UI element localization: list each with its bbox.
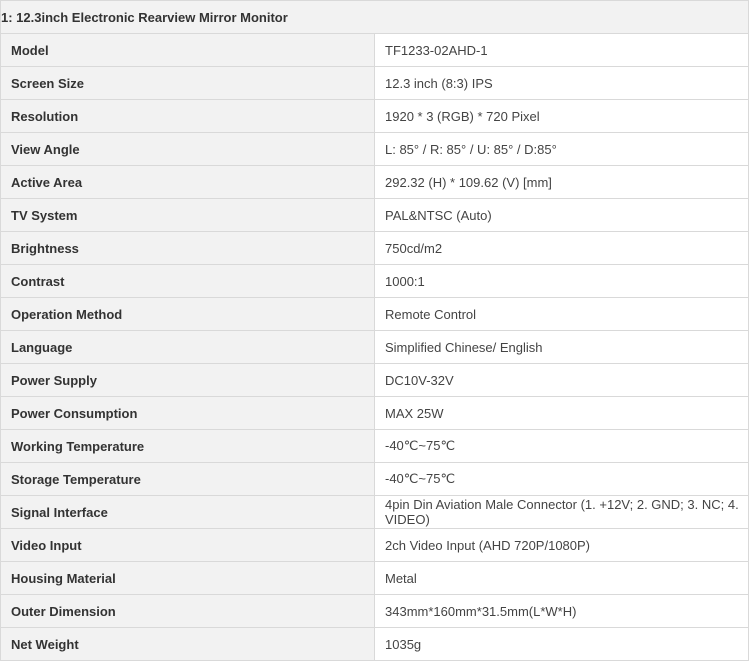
- spec-value: 343mm*160mm*31.5mm(L*W*H): [375, 595, 749, 628]
- spec-label: Operation Method: [1, 298, 375, 331]
- table-row: [1, 166, 749, 199]
- table-row: [1, 67, 749, 100]
- spec-value: 2ch Video Input (AHD 720P/1080P): [375, 529, 749, 562]
- table-title: 1: 12.3inch Electronic Rearview Mirror Monitor: [1, 1, 749, 34]
- spec-value: 750cd/m2: [375, 232, 749, 265]
- table-row: [1, 298, 749, 331]
- spec-label: Working Temperature: [1, 430, 375, 463]
- spec-label: View Angle: [1, 133, 375, 166]
- spec-value: DC10V-32V: [375, 364, 749, 397]
- spec-value: Remote Control: [375, 298, 749, 331]
- table-row: [1, 331, 749, 364]
- spec-value: -40℃~75℃: [375, 430, 749, 463]
- table-row: [1, 562, 749, 595]
- table-row: [1, 397, 749, 430]
- table-row: [1, 364, 749, 397]
- spec-label: Net Weight: [1, 628, 375, 661]
- table-row: [1, 430, 749, 463]
- spec-value: 1000:1: [375, 265, 749, 298]
- spec-value: 1035g: [375, 628, 749, 661]
- spec-table-body: [1, 1, 749, 661]
- spec-label: Model: [1, 34, 375, 67]
- spec-value: MAX 25W: [375, 397, 749, 430]
- spec-label: Housing Material: [1, 562, 375, 595]
- spec-label: Screen Size: [1, 67, 375, 100]
- spec-label: Outer Dimension: [1, 595, 375, 628]
- spec-label: Power Consumption: [1, 397, 375, 430]
- spec-value: 12.3 inch (8:3) IPS: [375, 67, 749, 100]
- spec-value: PAL&NTSC (Auto): [375, 199, 749, 232]
- spec-value: 1920 * 3 (RGB) * 720 Pixel: [375, 100, 749, 133]
- spec-label: Power Supply: [1, 364, 375, 397]
- spec-value: Simplified Chinese/ English: [375, 331, 749, 364]
- table-row: [1, 529, 749, 562]
- spec-label: Storage Temperature: [1, 463, 375, 496]
- table-row: [1, 34, 749, 67]
- spec-value: L: 85° / R: 85° / U: 85° / D:85°: [375, 133, 749, 166]
- table-row: [1, 595, 749, 628]
- spec-value: -40℃~75℃: [375, 463, 749, 496]
- table-row: [1, 199, 749, 232]
- table-row: [1, 232, 749, 265]
- spec-label: Signal Interface: [1, 496, 375, 529]
- spec-label: Contrast: [1, 265, 375, 298]
- table-row: [1, 265, 749, 298]
- spec-label: Language: [1, 331, 375, 364]
- table-row: [1, 133, 749, 166]
- spec-label: TV System: [1, 199, 375, 232]
- table-title-row: [1, 1, 749, 34]
- spec-value: 292.32 (H) * 109.62 (V) [mm]: [375, 166, 749, 199]
- spec-value: TF1233-02AHD-1: [375, 34, 749, 67]
- spec-label: Resolution: [1, 100, 375, 133]
- spec-label: Active Area: [1, 166, 375, 199]
- table-row: [1, 100, 749, 133]
- spec-value: Metal: [375, 562, 749, 595]
- spec-label: Brightness: [1, 232, 375, 265]
- spec-value: 4pin Din Aviation Male Connector (1. +12V; 2. GND; 3. NC; 4. VIDEO): [375, 496, 749, 529]
- spec-label: Video Input: [1, 529, 375, 562]
- table-row: [1, 463, 749, 496]
- table-row: [1, 496, 749, 529]
